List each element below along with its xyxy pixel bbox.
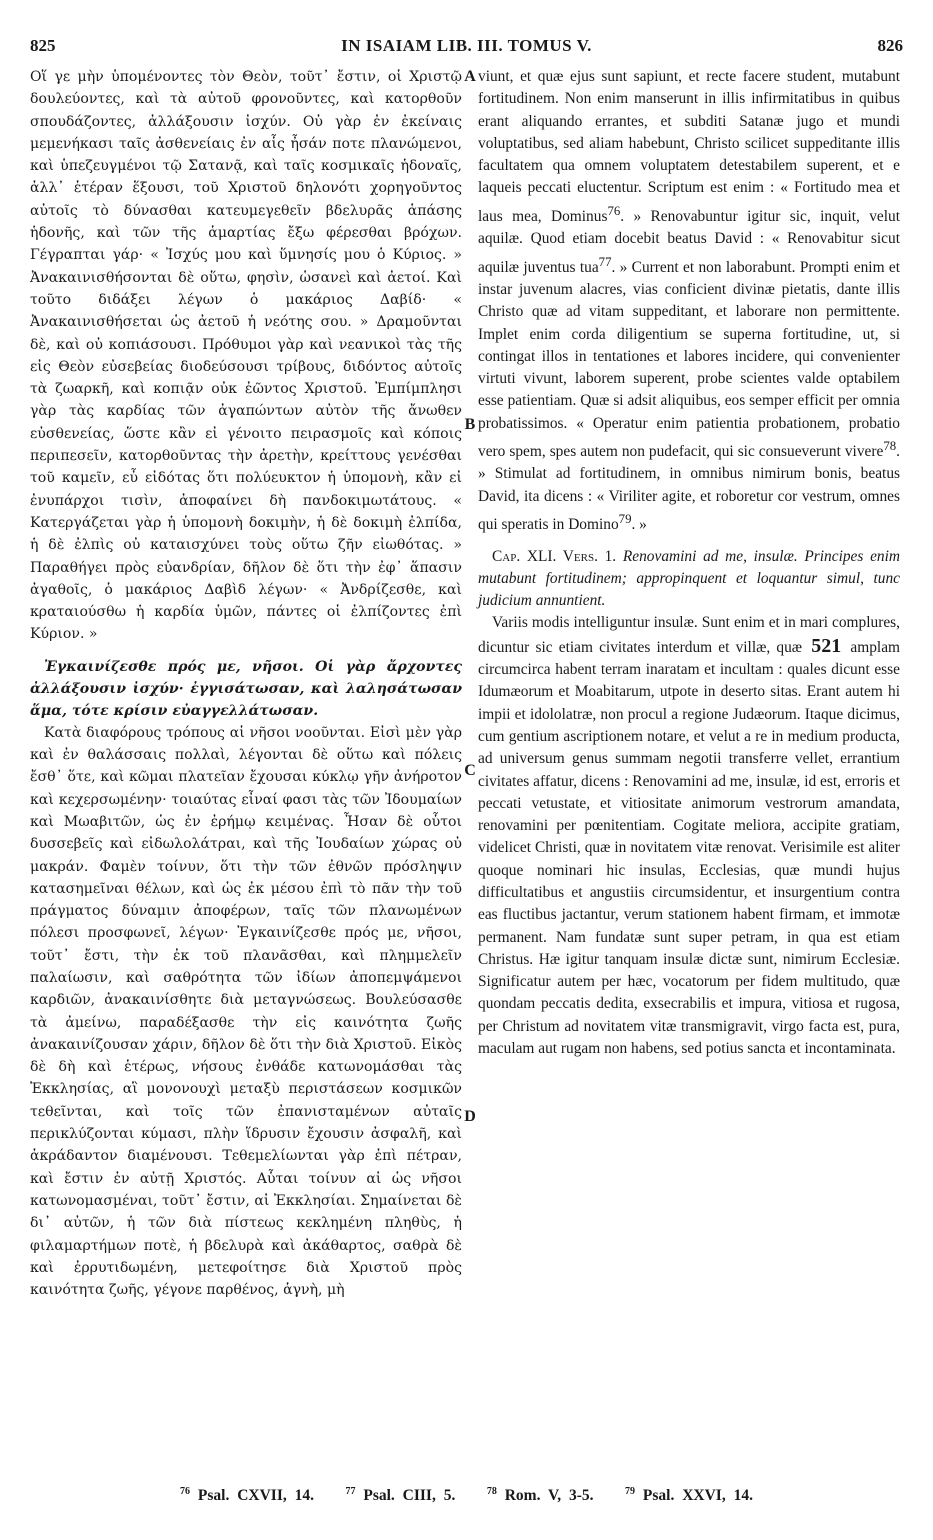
greek-paragraph-2: Κατὰ διαφόρους τρόπους αἱ νῆσοι νοοῦνται. Εἰσὶ μὲν γὰρ καὶ ἐν θαλάσσαις πολλαὶ, λέγονται δὲ οὕτω καὶ πόλεις ἔσθ᾽ ὅτε, καὶ κῶμαι πλατεῖαν ἔχουσαι κύκλῳ γῆν ἀνήροτον καὶ κεχερσωμένην· τοιαύτας εἶναί φασι τὰς τῶν Ἰδουμαίων καὶ Μωαβιτῶν, ὡς ἐν ἐρήμῳ κειμένας. Ἦσαν δὲ οὗτοι δυσσεβεῖς καὶ εἰδωλολάτραι, καὶ τῆς Ἰουδαίων χώρας οὐ μακράν. Φαμὲν τοίνυν, ὅτι τὴν τῶν ἐθνῶν πρόσληψιν κατασημεῖναι θέλων, καὶ ὡς ἐκ μέσου ἐπὶ τὸ πᾶν τὴν τοῦ πράγματος δύναμιν ἀποφέρων, ταῖς τῶν πλανωμένων πόλεσι προσφωνεῖ, λέγων· Ἐγκαινίζεσθε πρός με, νῆσοι, τοῦτ᾽ ἔστι, τὴν ἐκ τοῦ πλανᾶσθαι, καὶ πλημμελεῖν παλαίωσιν, καὶ σαθρότητα τῶν ἰδίων ἀποπεμψάμενοι καρδιῶν, ἀνακαινίσθητε διὰ μεταγνώσεως. Βουλεύσασθε τὰ ἀμείνω, παραδέξασθε τὴν εἰς καινότητα ζωῆς ἀνακαινίζουσαν χάριν, δῆλον δὲ ὅτι τὴν διὰ Χριστοῦ. Εἰκὸς δὲ δὴ καὶ ἑτέρως, νήσους ἐνθάδε κατωνομάσθαι τὰς Ἐκκλησίας, αἳ μονονουχὶ μεταξὺ περιστάσεων κοσμικῶν τεθεῖνται, καὶ τοῖς τῶν ἐπανισταμένων αὐταῖς περικλύζονται κύμασι, πλὴν ἵδρυσιν ἔχουσιν ἀσφαλῆ, καὶ ἀκράδαντον διαμένουσι. Τεθεμελίωνται γὰρ ἐπὶ πέτραν, καὶ ἔστιν ἐν αὐτῇ Χριστός. Αὗται τοίνυν αἱ ὡς νῆσοι κατωνομασμέναι, τοῦτ᾽ ἔστιν, αἱ Ἐκκλησίαι. Σημαίνεται δὲ δι᾽ αὐτῶν, ἡ τῶν διὰ πίστεως κεκλημένη πληθὺς, ἡ φιλαμαρτήμων ποτὲ, ἡ βδελυρὰ καὶ ἀκάθαρτος, σαθρὰ δὲ καὶ ἐρρυτιδωμένη, μετεφοίτησε διὰ Χριστοῦ πρὸς καινότητα ζωῆς, γέγονε παρθένος, ἁγνὴ, μὴ	[30, 724, 462, 1299]
margin-letter-a: A	[464, 68, 476, 85]
footnote	[180, 1487, 314, 1504]
footnote-ref-79: 79	[618, 512, 632, 527]
footnote-text: Psal. CIII, 5.	[363, 1487, 456, 1505]
footnote-number: 77	[345, 1486, 356, 1497]
footnotes	[30, 1486, 903, 1505]
margin-letter-b: B	[464, 416, 476, 433]
latin-text: viunt, et quæ ejus sunt sapiunt, et recte facere student, mutabunt fortitudinem. Non enim manserunt in illis infirmitatibus in quibus erant aliquando errantes, et subditi Satanæ jugo et mundi voluptatibus, sed aliam habebunt, Christo scilicet suppeditante illis facultatem qua omnem voluptatem detestabilem superent, et e laqueis peccati eluctentur. Scriptum est enim : « Fortitudo mea et laus mea, Dominus	[478, 68, 900, 225]
page-number-right: 826	[877, 36, 903, 55]
footnote-ref-78: 78	[883, 439, 897, 453]
margin-letter-c: C	[464, 762, 476, 779]
chapter-heading	[478, 546, 900, 612]
chapter-lemma: Renovamini ad me, insulæ. Principes enim mutabunt fortitudinem; appropinquent et loquantur simul, tunc judicium annuntient.	[478, 548, 900, 610]
latin-paragraph-2	[478, 612, 900, 1060]
latin-text: . » Stimulat ad fortitudinem, in omnibus nimirum bonis, beatus David, ita dicens : « Viriliter agite, et roboretur cor vestrum, omnes qui speratis in Domino	[478, 443, 900, 534]
latin-text: Variis modis intelliguntur insulæ. Sunt enim et in mari complures, dicuntur sic etiam civitates interdum et villæ, quæ	[478, 614, 900, 656]
greek-lemma: Ἐγκαινίζεσθε πρός με, νῆσοι. Οἱ γὰρ ἄρχοντες ἀλλάξουσιν ἰσχύν· ἐγγισάτωσαν, καὶ λαλησάτωσαν ἅμα, τότε κρίσιν εὐαγγελλάτωσαν.	[30, 658, 462, 719]
footnote	[345, 1487, 455, 1504]
running-head: IN ISAIAM LIB. III. TOMUS V.	[341, 36, 592, 55]
footnote-text: Psal. CXVII, 14.	[197, 1487, 314, 1505]
margin-letter-d: D	[464, 1108, 476, 1125]
footnote	[487, 1487, 594, 1504]
page-number-left: 825	[30, 36, 56, 55]
footnote-number: 76	[180, 1486, 191, 1497]
footnote-ref-76: 76	[607, 203, 621, 218]
latin-text: . » Current et non laborabunt. Prompti enim et instar juvenum alacres, vias conficient divinæ pietatis, dante illis Christo quæ ad vitam suppeditant, et laborare non permittente. Implet enim corda diligentium se superna fortitudine, ut, si contingat illos in tentationes et labores incidere, qui convenienter virtuti vivunt, laborem superent, probe scientes valde optabilem esse patientiam. Quæ si adsit aliquibus, eos semper efficit per omnia probatissimos. « Operatur enim patientia probationem, probatio vero spem, spes autem non pudefacit, qui sic consueverunt vivere	[478, 258, 900, 461]
latin-paragraph-1	[478, 66, 900, 536]
latin-text: amplam circumcirca habent terram inaratam et incultam : quales dicunt esse Idumæorum et Moabitarum, utpote in deserto sitas. Erant autem hi impii et idololatræ, non procul a regione Judæorum. Itaque dicimus, cum gentium ascriptionem notare, et velut a re in medium producta, ad universum genus summam negotii transferre vellet, errantium civitates affatur, dicens : Renovamini ad me, insulæ, id est, erroris et peccati vetustate, et vitiositate animorum vestrorum amandata, renovamini per pœnitentiam. Cogitate meliora, accipite gratiam, videlicet Christi, quæ in novitatem vitæ renovat. Verisimile est aliter quoque nominari hic insulas, Ecclesias, quæ mundi hujus difficultatibus et angustiis circumsidentur, et insurgentium contra eas fluctibus jactantur, verum stationem habent firmam, et immotæ permanent. Nam fundatæ sunt super petram, in qua est etiam Christus. Hæ igitur tanquam insulæ dictæ sunt, nimirum Ecclesiæ. Significatur autem per hæc, vocatorum per fidem multitudo, quæ quondam peccatis dedita, exsecrabilis et impura, vitiosa et rugosa, per Christum ad novitatem vitæ transmigravit, virgo facta est, pura, maculam aut rugam non habens, sed potius sancta et incontaminata.	[478, 638, 900, 1058]
latin-text: . » Renovabuntur igitur sic, inquit, velut aquilæ. Quod etiam docebit beatus David : « Renovabitur sicut aquilæ juventus tua	[478, 207, 900, 276]
footnote-number: 78	[486, 1486, 497, 1497]
footnote-ref-77: 77	[598, 254, 612, 269]
latin-column	[478, 66, 900, 1060]
footnote-text: Rom. V, 3-5.	[504, 1487, 594, 1505]
footnote-number: 79	[625, 1486, 636, 1497]
latin-text: . »	[631, 516, 647, 534]
page-header	[30, 36, 903, 60]
greek-paragraph-1: Οἵ γε μὴν ὑπομένοντες τὸν Θεὸν, τοῦτ᾽ ἔστιν, οἱ Χριστῷ δουλεύοντες, καὶ τὰ αὐτοῦ φρονοῦντες, καὶ κατορθοῦν σπουδάζοντες, ἀλλάξουσιν ἰσχύν. Οὐ γὰρ ἐν ἐκείναις μεμενήκασι ταῖς ἀσθενείαις ἐν αἷς ἦσάν ποτε πλανώμενοι, καὶ ὑπεζευγμένοι τῷ Σατανᾷ, καὶ ταῖς κοσμικαῖς ἡδοναῖς, ἀλλ᾽ ἑτέραν ἕξουσι, τοῦ Χριστοῦ δηλονότι χορηγοῦντος αὐτοῖς τὸ δύνασθαι κατευμεγεθεῖν βδελυρᾶς ἁπάσης ἡδονῆς, καὶ τῶν τῆς ἁμαρτίας ἔξω φέρεσθαι βρόχων. Γέγραπται γάρ· « Ἰσχύς μου καὶ ὕμνησίς μου ὁ Κύριος. » Ἀνακαινισθήσονται δὲ οὕτω, φησὶν, ὡσανεὶ καὶ ἀετοί. Καὶ τοῦτο διδάξει λέγων ὁ μακάριος Δαβίδ· « Ἀνακαινισθήσεται ὡς ἀετοῦ ἡ νεότης σου. » Δραμοῦνται δὲ, καὶ οὐ κοπιάσουσι. Πρόθυμοι γὰρ καὶ νεανικοὶ τὰς τῆς εἰς Θεὸν εὐσεβείας διοδεύσουσι τρίβους, διδόντος αὐτοῖς τὰ ζωαρκῆ, καὶ κοπιᾷν οὐκ ἐῶντος Χριστοῦ. Ἐμπίμπλησι γὰρ τὰς καρδίας τῶν ἀγαπώντων αὐτὸν τῆς ἄνωθεν εὐσθενείας, ὥστε κἂν εἰ γένοιτο πειρασμοῖς καὶ κόποις περιπεσεῖν, κατορθοῦντας τὴν ἀρετὴν, κρείττους γενέσθαι τοῦ καμεῖν, εὖ εἰδότας ὅτι πολύευκτον ἡ ὑπομονὴ, κἂν εἰ ἐνυπάρχοι τισὶν, ἀποφαίνει δὴ πανδοκιμωτάτους. « Κατεργάζεται γὰρ ἡ ὑπομονὴ δοκιμὴν, ἡ δὲ δοκιμὴ ἐλπίδα, ἡ δὲ ἐλπὶς οὐ καταισχύνει τοὺς οὕτω ζῆν εἰωθότας. » Παραθήγει πρὸς εὐανδρίαν, δῆλον δὲ ὅτι τὴν ἐφ᾽ ἅπασιν ἀγαθοῖς, ὁ μακάριος Δαβὶδ λέγων· « Ἀνδρίζεσθε, καὶ κραταιούσθω ἡ καρδία ὑμῶν, πάντες οἱ ἐλπίζοντες ἐπὶ Κύριον. »	[30, 69, 462, 643]
footnote-text: Psal. XXVI, 14.	[642, 1487, 753, 1505]
greek-column	[30, 66, 462, 1301]
footnote	[625, 1487, 753, 1504]
chapter-label: Cap. XLI. Vers. 1.	[492, 548, 617, 566]
signature-number: 521	[811, 634, 842, 657]
